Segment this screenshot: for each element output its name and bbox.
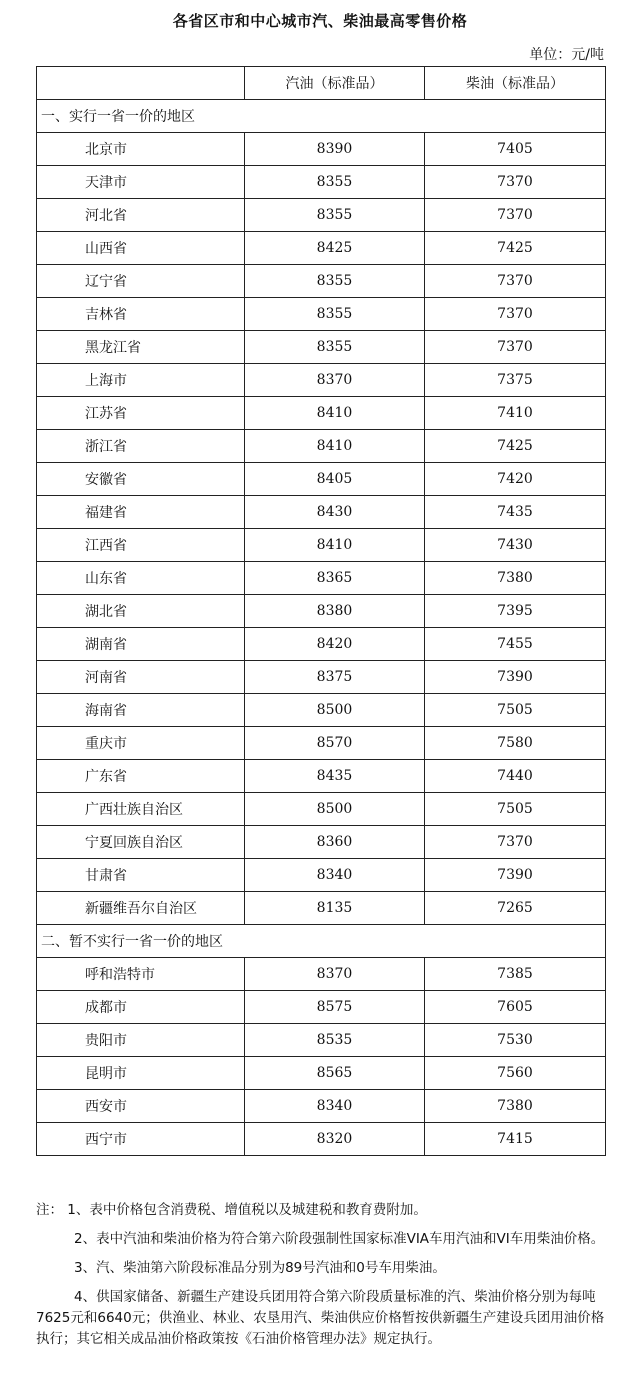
diesel-price-cell: 7370 — [425, 826, 606, 859]
region-cell: 贵阳市 — [37, 1024, 245, 1057]
region-cell: 浙江省 — [37, 430, 245, 463]
gasoline-price-cell: 8425 — [245, 232, 425, 265]
table-row — [37, 958, 606, 991]
unit-label: 单位：元/吨 — [529, 47, 604, 63]
diesel-price-cell: 7605 — [425, 991, 606, 1024]
table-row — [37, 232, 606, 265]
table-header-row — [37, 67, 606, 100]
diesel-price-cell: 7415 — [425, 1123, 606, 1156]
gasoline-price-cell: 8355 — [245, 331, 425, 364]
page-title: 各省区市和中心城市汽、柴油最高零售价格 — [172, 12, 468, 30]
diesel-price-cell: 7505 — [425, 694, 606, 727]
gasoline-price-cell: 8355 — [245, 166, 425, 199]
table-row — [37, 793, 606, 826]
diesel-price-cell: 7530 — [425, 1024, 606, 1057]
table-row — [37, 1024, 606, 1057]
note-1: 注： 1、表中价格包含消费税、增值税以及城建税和教育费附加。 — [36, 1202, 427, 1218]
gasoline-price-cell: 8410 — [245, 529, 425, 562]
diesel-price-cell: 7370 — [425, 298, 606, 331]
header-region — [37, 67, 245, 100]
table-row — [37, 595, 606, 628]
note-2: 2、表中汽油和柴油价格为符合第六阶段强制性国家标准VIA车用汽油和VI车用柴油价格。 — [74, 1231, 605, 1247]
region-cell: 安徽省 — [37, 463, 245, 496]
table-row — [37, 892, 606, 925]
table-row — [37, 859, 606, 892]
gasoline-price-cell: 8535 — [245, 1024, 425, 1057]
diesel-price-cell: 7560 — [425, 1057, 606, 1090]
table-row — [37, 166, 606, 199]
gasoline-price-cell: 8380 — [245, 595, 425, 628]
table-row — [37, 562, 606, 595]
header-gasoline: 汽油（标准品） — [245, 67, 425, 100]
diesel-price-cell: 7580 — [425, 727, 606, 760]
note-4: 4、供国家储备、新疆生产建设兵团用符合第六阶段质量标准的汽、柴油价格分别为每吨7625元和6640元；供渔业、林业、农垦用汽、柴油供应价格暂按供新疆生产建设兵团用油价格执行；其它相关成品油价格政策按《石油价格管理办法》规定执行。 — [36, 1289, 605, 1347]
table-row — [37, 826, 606, 859]
section-row-1 — [37, 100, 606, 133]
table-row — [37, 1090, 606, 1123]
section-row-2 — [37, 925, 606, 958]
table-row — [37, 298, 606, 331]
gasoline-price-cell: 8410 — [245, 430, 425, 463]
region-cell: 黑龙江省 — [37, 331, 245, 364]
gasoline-price-cell: 8500 — [245, 694, 425, 727]
region-cell: 上海市 — [37, 364, 245, 397]
gasoline-price-cell: 8435 — [245, 760, 425, 793]
table-row — [37, 628, 606, 661]
diesel-price-cell: 7380 — [425, 1090, 606, 1123]
region-cell: 江苏省 — [37, 397, 245, 430]
gasoline-price-cell: 8570 — [245, 727, 425, 760]
region-cell: 北京市 — [37, 133, 245, 166]
gasoline-price-cell: 8355 — [245, 199, 425, 232]
gasoline-price-cell: 8420 — [245, 628, 425, 661]
region-cell: 湖北省 — [37, 595, 245, 628]
diesel-price-cell: 7395 — [425, 595, 606, 628]
gasoline-price-cell: 8360 — [245, 826, 425, 859]
table-row — [37, 430, 606, 463]
diesel-price-cell: 7385 — [425, 958, 606, 991]
region-cell: 湖南省 — [37, 628, 245, 661]
region-cell: 山西省 — [37, 232, 245, 265]
table-row — [37, 364, 606, 397]
gasoline-price-cell: 8365 — [245, 562, 425, 595]
diesel-price-cell: 7390 — [425, 661, 606, 694]
region-cell: 辽宁省 — [37, 265, 245, 298]
diesel-price-cell: 7370 — [425, 331, 606, 364]
region-cell: 西宁市 — [37, 1123, 245, 1156]
diesel-price-cell: 7405 — [425, 133, 606, 166]
gasoline-price-cell: 8500 — [245, 793, 425, 826]
header-diesel: 柴油（标准品） — [425, 67, 606, 100]
region-cell: 山东省 — [37, 562, 245, 595]
region-cell: 新疆维吾尔自治区 — [37, 892, 245, 925]
notes — [36, 1200, 606, 1358]
region-cell: 江西省 — [37, 529, 245, 562]
gasoline-price-cell: 8565 — [245, 1057, 425, 1090]
diesel-price-cell: 7425 — [425, 430, 606, 463]
diesel-price-cell: 7505 — [425, 793, 606, 826]
gasoline-price-cell: 8575 — [245, 991, 425, 1024]
diesel-price-cell: 7455 — [425, 628, 606, 661]
region-cell: 西安市 — [37, 1090, 245, 1123]
table-row — [37, 529, 606, 562]
gasoline-price-cell: 8340 — [245, 1090, 425, 1123]
region-cell: 河北省 — [37, 199, 245, 232]
table-row — [37, 1123, 606, 1156]
region-cell: 成都市 — [37, 991, 245, 1024]
table-row — [37, 265, 606, 298]
table-row — [37, 133, 606, 166]
region-cell: 重庆市 — [37, 727, 245, 760]
gasoline-price-cell: 8410 — [245, 397, 425, 430]
gasoline-price-cell: 8370 — [245, 958, 425, 991]
region-cell: 福建省 — [37, 496, 245, 529]
diesel-price-cell: 7390 — [425, 859, 606, 892]
gasoline-price-cell: 8355 — [245, 298, 425, 331]
diesel-price-cell: 7440 — [425, 760, 606, 793]
gasoline-price-cell: 8375 — [245, 661, 425, 694]
table-row — [37, 199, 606, 232]
diesel-price-cell: 7375 — [425, 364, 606, 397]
diesel-price-cell: 7425 — [425, 232, 606, 265]
table-row — [37, 694, 606, 727]
region-cell: 吉林省 — [37, 298, 245, 331]
price-table — [36, 66, 606, 1156]
region-cell: 广东省 — [37, 760, 245, 793]
diesel-price-cell: 7370 — [425, 265, 606, 298]
table-row — [37, 463, 606, 496]
table-row — [37, 727, 606, 760]
gasoline-price-cell: 8135 — [245, 892, 425, 925]
diesel-price-cell: 7435 — [425, 496, 606, 529]
table-row — [37, 661, 606, 694]
diesel-price-cell: 7265 — [425, 892, 606, 925]
region-cell: 甘肃省 — [37, 859, 245, 892]
diesel-price-cell: 7370 — [425, 166, 606, 199]
diesel-price-cell: 7420 — [425, 463, 606, 496]
gasoline-price-cell: 8430 — [245, 496, 425, 529]
table-row — [37, 1057, 606, 1090]
section-label-1: 一、实行一省一价的地区 — [37, 100, 606, 133]
region-cell: 昆明市 — [37, 1057, 245, 1090]
gasoline-price-cell: 8390 — [245, 133, 425, 166]
gasoline-price-cell: 8340 — [245, 859, 425, 892]
table-row — [37, 760, 606, 793]
gasoline-price-cell: 8405 — [245, 463, 425, 496]
section-label-2: 二、暂不实行一省一价的地区 — [37, 925, 606, 958]
diesel-price-cell: 7410 — [425, 397, 606, 430]
table-row — [37, 496, 606, 529]
diesel-price-cell: 7380 — [425, 562, 606, 595]
note-3: 3、汽、柴油第六阶段标准品分别为89号汽油和0号车用柴油。 — [74, 1260, 446, 1276]
gasoline-price-cell: 8320 — [245, 1123, 425, 1156]
region-cell: 海南省 — [37, 694, 245, 727]
table-row — [37, 991, 606, 1024]
region-cell: 河南省 — [37, 661, 245, 694]
diesel-price-cell: 7430 — [425, 529, 606, 562]
gasoline-price-cell: 8370 — [245, 364, 425, 397]
table-row — [37, 331, 606, 364]
table-row — [37, 397, 606, 430]
region-cell: 天津市 — [37, 166, 245, 199]
region-cell: 呼和浩特市 — [37, 958, 245, 991]
gasoline-price-cell: 8355 — [245, 265, 425, 298]
region-cell: 宁夏回族自治区 — [37, 826, 245, 859]
diesel-price-cell: 7370 — [425, 199, 606, 232]
region-cell: 广西壮族自治区 — [37, 793, 245, 826]
